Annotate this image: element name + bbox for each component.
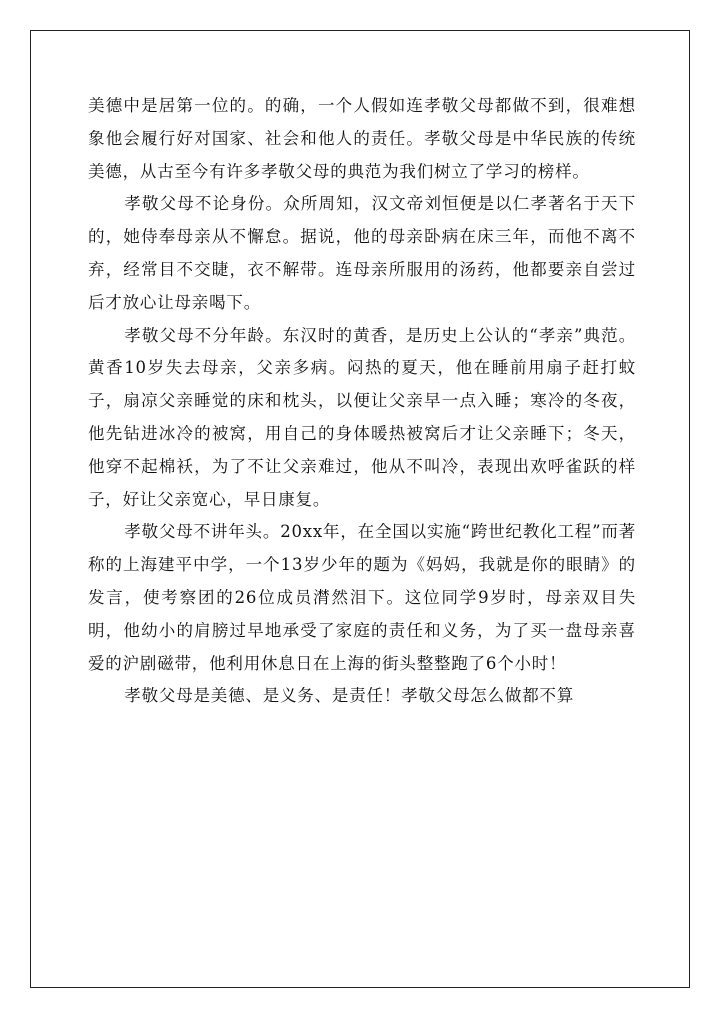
paragraph-continuation: 美德中是居第一位的。的确，一个人假如连孝敬父母都做不到，很难想象他会履行好对国家、社会和他人的责任。孝敬父母是中华民族的传统美德，从古至今有许多孝敬父母的典范为我们树立了学习的榜样。 [88, 96, 636, 181]
paragraph-closing: 孝敬父母是美德、是义务、是责任！孝敬父母怎么做都不算 [124, 686, 575, 706]
document-body [88, 90, 636, 713]
paragraph-identity: 孝敬父母不论身份。众所周知，汉文帝刘恒便是以仁孝著名于天下的，她侍奉母亲从不懈怠。据说，他的母亲卧病在床三年，而他不离不弃，经常目不交睫，衣不解带。连母亲所服用的汤药，他都要亲自尝过后才放心让母亲喝下。 [88, 194, 636, 312]
paragraph-age: 孝敬父母不分年龄。东汉时的黄香，是历史上公认的“孝亲”典范。黄香10岁失去母亲，父亲多病。闷热的夏天，他在睡前用扇子赶打蚊子，扇凉父亲睡觉的床和枕头，以便让父亲早一点入睡；寒冷的冬夜，他先钻进冰冷的被窝，用自己的身体暖热被窝后才让父亲睡下；冬天，他穿不起棉袄，为了不让父亲难过，他从不叫冷，表现出欢呼雀跃的样子，好让父亲宽心，早日康复。 [88, 325, 636, 509]
paragraph-era: 孝敬父母不讲年头。20xx年，在全国以实施“跨世纪教化工程”而著称的上海建平中学，一个13岁少年的题为《妈妈，我就是你的眼睛》的发言，使考察团的26位成员潸然泪下。这位同学9岁时，母亲双目失明，他幼小的肩膀过早地承受了家庭的责任和义务，为了买一盘母亲喜爱的沪剧磁带，他利用休息日在上海的街头整整跑了6个小时！ [88, 522, 636, 673]
